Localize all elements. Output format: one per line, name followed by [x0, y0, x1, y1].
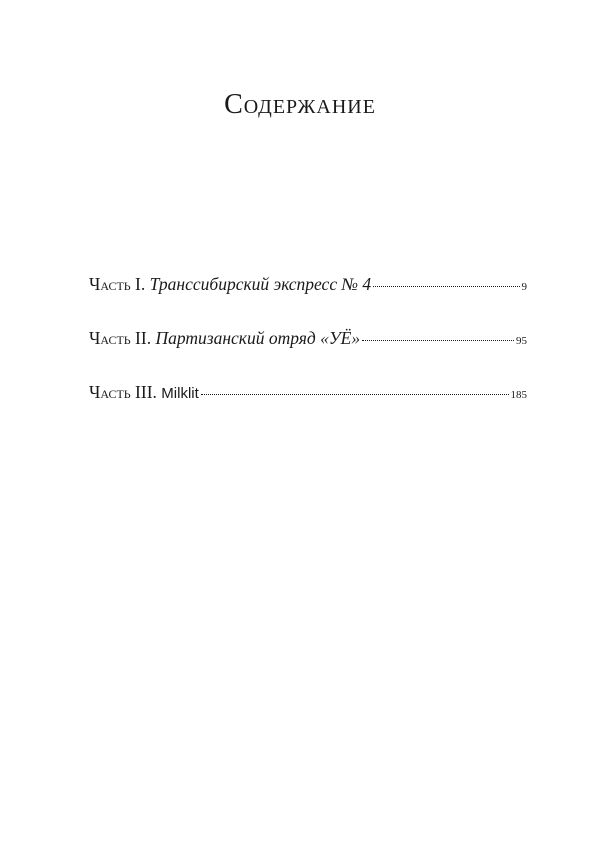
- toc-part: Часть I.: [89, 274, 146, 294]
- toc-title: Транссибирский экспресс № 4: [149, 274, 372, 294]
- toc-item-part-2[interactable]: [89, 328, 527, 356]
- toc-label: [89, 328, 360, 349]
- toc-title: Milklit: [161, 385, 199, 402]
- toc-label: [89, 382, 199, 403]
- toc-item-part-1[interactable]: [89, 274, 527, 302]
- toc-part: Часть II.: [89, 328, 152, 348]
- toc-page-number: 95: [516, 335, 527, 347]
- toc-item-part-3[interactable]: [89, 382, 527, 410]
- toc-label: [89, 274, 371, 295]
- dot-leader: [201, 394, 509, 395]
- page-title: Содержание: [224, 88, 376, 120]
- toc-title: Партизанский отряд «УЁ»: [155, 328, 361, 348]
- toc-page-number: 9: [521, 281, 527, 293]
- dot-leader: [362, 340, 514, 341]
- toc-part: Часть III.: [89, 382, 157, 402]
- table-of-contents: [89, 274, 527, 436]
- toc-page-number: 185: [510, 389, 527, 401]
- dot-leader: [373, 286, 519, 287]
